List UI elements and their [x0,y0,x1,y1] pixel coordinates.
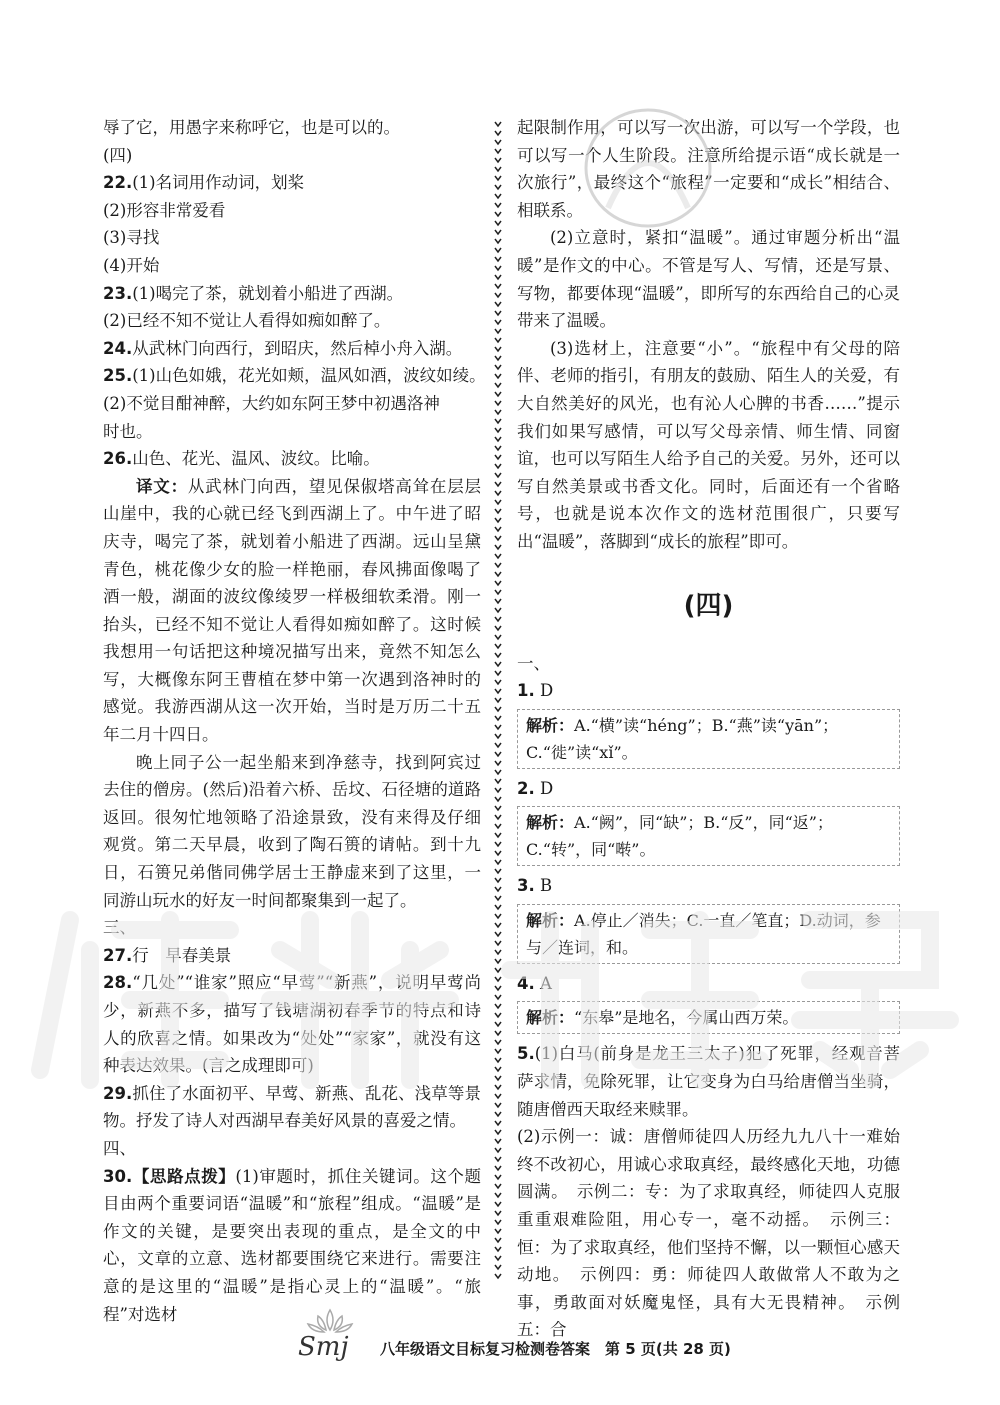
answer-29: 29.抓住了水面初平、早莺、新燕、乱花、浅草等景物。抒发了诗人对西湖早春美好风景的喜爱之情。 [103,1083,481,1131]
section-label: 三、 [103,918,136,938]
page-footer [0,1330,1000,1370]
answer-line: (2)已经不知不觉让人看得如痴如醉了。 [103,311,391,331]
answer-22: 22.(1)名词用作动词，划桨 [103,173,305,193]
right-column [517,114,900,1344]
explanation-box: 解析：A.停止／消失；C.一直／笔直；D.动词，参与／连词，和。 [517,904,900,964]
answer-26: 26.山色、花光、温风、波纹。比喻。 [103,449,380,469]
left-column [103,114,486,1328]
answer-line: (2)形容非常爱看 [103,200,226,220]
answer-3: 3. B [517,876,553,896]
section-label: 四、 [103,1138,136,1158]
explanation-box: 解析：“东皋”是地名，今属山西万荣。 [517,1001,900,1034]
answer-line: (4)开始 [103,255,160,275]
section-label: (四) [103,145,133,165]
answer-paragraph: (3)选材上，注意要“小”。“旅程中有父母的陪伴、老师的指引，有朋友的鼓励、陌生人的关爱，有大自然美好的风光，也有沁人心脾的书香……”提示我们如果写感情，可以写父母亲情、师生情、同窗谊，也可以写陌生人给予自己的关爱。另外，还可以写自然美景或书香文化。同时，后面还有一个省略号，也就是说本次作文的选材范围很广，只要写出“温暖”，落脚到“成长的旅程”即可。 [517,338,900,551]
answer-1: 1. D [517,681,554,701]
answer-25: 25.(1)山色如娥，花光如颊，温风如酒，波纹如绫。 [103,366,486,386]
answer-line: 时也。 [103,421,153,441]
column-divider [494,120,502,1280]
translation-paragraph-2: 晚上同子公一起坐船来到净慈寺，找到阿宾过去住的僧房。(然后)沿着六桥、岳坟、石径塘的道路返回。很匆忙地领略了沿途景致，没有来得及仔细观赏。第二天早晨，收到了陶石篑的请帖。到十九日，石篑兄弟偕同佛学居士王静虚来到了这里，一同游山玩水的好友一时间都聚集到一起了。 [103,752,481,910]
answer-5-part-2: (2)示例一：诚：唐僧师徒四人历经九九八十一难始终不改初心，用诚心求取真经，最终感化天地，功德圆满。 示例二：专：为了求取真经，师徒四人克服重重艰难险阻，用心专一，毫不动摇。 示例三：恒：为了求取真经，他们坚持不懈，以一颗恒心感天动地。 示例四：勇：师徒四人敢做常人不敢为之事，勇敢面对妖魔鬼怪，具有大无畏精神。 示例五：合 [517,1127,900,1340]
section-title: (四) [683,590,734,621]
answer-30: 30.【思路点拨】(1)审题时，抓住关键词。这个题目由两个重要词语“温暖”和“旅程”组成。“温暖”是作文的关键，是要突出表现的重点，是全文的中心，文章的立意、选材都要围绕它来进行。需要注意的是这里的“温暖”是指心灵上的“温暖”。“旅程”对选材 [103,1166,482,1324]
answer-2: 2. D [517,778,554,798]
answer-line: (3)寻找 [103,228,160,248]
explanation-box: 解析：A.“阙”，同“缺”；B.“反”，同“返”；C.“转”，同“啭”。 [517,806,900,866]
answer-line: 辱了它，用愚字来称呼它，也是可以的。 [103,118,400,137]
section-label: 一、 [517,653,550,673]
answer-24: 24.从武林门向西行，到昭庆，然后棹小舟入湖。 [103,338,463,358]
answer-23: 23.(1)喝完了茶，就划着小船进了西湖。 [103,283,404,303]
answer-5: 5.(1)白马(前身是龙王三太子)犯了死罪，经观音菩萨求情，免除死罪，让它变身为白马给唐僧当坐骑，随唐僧西天取经来赎罪。 [517,1044,900,1119]
brand-logo-text: Smj [298,1332,349,1362]
answer-27: 27.行 早春美景 [103,945,232,965]
explanation-box: 解析：A.“横”读“héng”；B.“燕”读“yān”；C.“徙”读“xǐ”。 [517,709,900,769]
answer-paragraph: (2)立意时，紧扣“温暖”。通过审题分析出“温暖”是作文的中心。不管是写人、写情，还是写景、写物，都要体现“温暖”，即所写的东西给自己的心灵带来了温暖。 [517,228,900,331]
translation-paragraph-1: 译文：从武林门向西，望见保俶塔高耸在层层山崖中，我的心就已经飞到西湖上了。中午进了昭庆寺，喝完了茶，就划着小船进了西湖。远山呈黛青色，桃花像少女的脸一样艳丽，春风拂面像喝了酒一般，湖面的波纹像绫罗一样极细软柔滑。刚一抬头，已经不知不觉让人看得如痴如醉了。这时候我想用一句话把这种境况描写出来，竟然不知怎么写，大概像东阿王曹植在梦中第一次遇到洛神时的感觉。我游西湖从这一次开始，当时是万历二十五年二月十四日。 [103,476,482,745]
answer-paragraph: 起限制作用，可以写一次出游，可以写一个学段，也可以写一个人生阶段。注意所给提示语“成长就是一次旅行”，最终这个“旅程”一定要和“成长”相结合、相联系。 [517,118,900,220]
footer-text: 八年级语文目标复习检测卷答案 第 5 页(共 28 页) [380,1340,731,1358]
stamp-logo [578,98,718,238]
answer-4: 4. A [517,973,552,993]
divider-chevrons [494,120,502,1280]
answer-28: 28.“几处”“谁家”照应“早莺”“新燕”，说明早莺尚少，新燕不多，描写了钱塘湖初春季节的特点和诗人的欣喜之情。如果改为“处处”“家家”，就没有这种表达效果。(言之成理即可) [103,973,481,1076]
answer-line: (2)不觉目酣神醉，大约如东阿王梦中初遇洛神 [103,393,440,413]
